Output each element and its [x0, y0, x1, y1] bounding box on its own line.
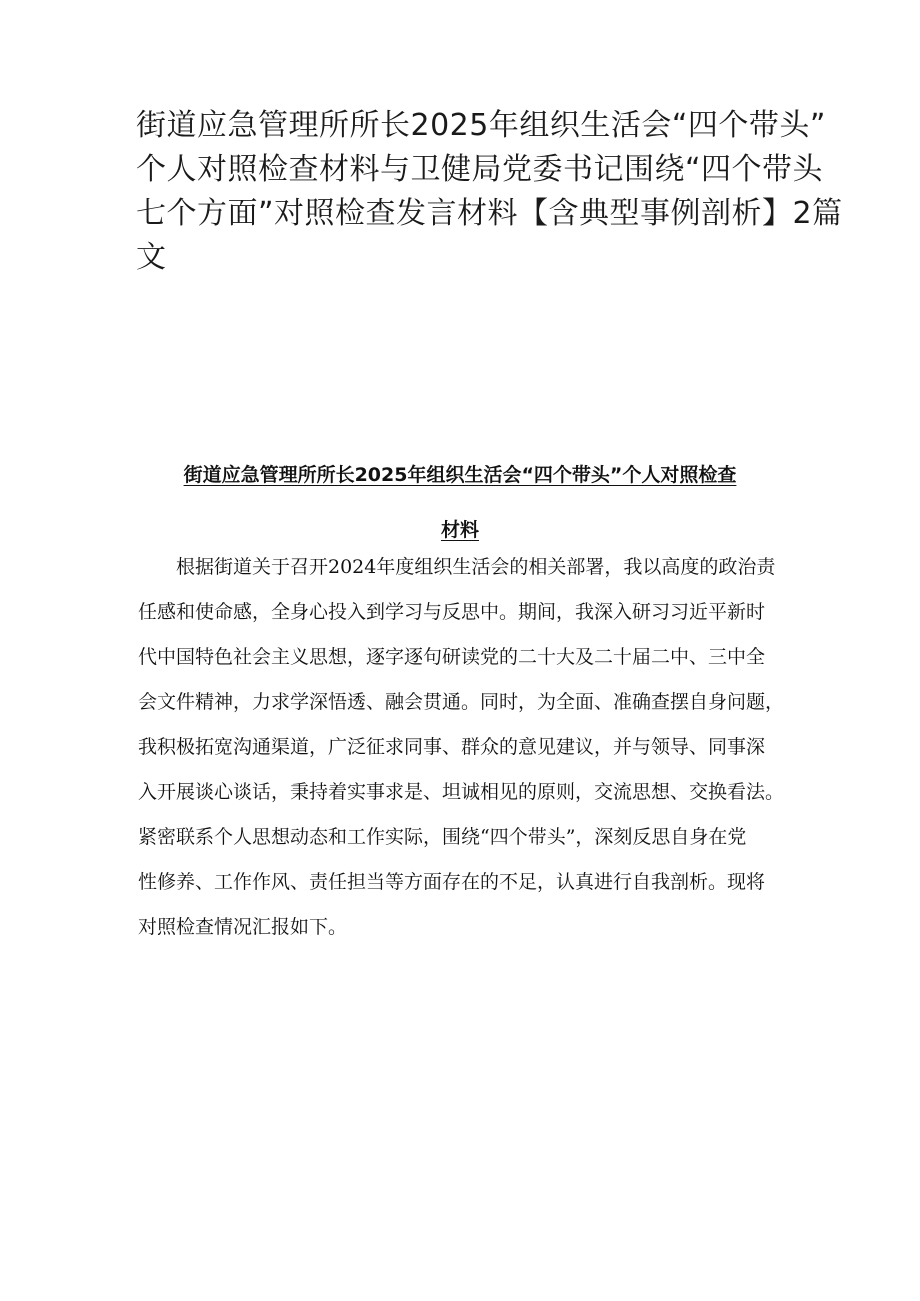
- section-heading: [140, 448, 780, 558]
- heading-line-text: 街道应急管理所所长2025年组织生活会“四个带头”个人对照检查: [183, 464, 737, 486]
- paragraph-line: 会文件精神，力求学深悟透、融会贯通。同时，为全面、准确查摆自身问题，: [138, 691, 785, 713]
- paragraph-line: 根据街道关于召开2024年度组织生活会的相关部署，我以高度的政治责: [138, 556, 776, 578]
- title-line: 文: [136, 240, 167, 275]
- paragraph-line: 我积极拓宽沟通渠道，广泛征求同事、群众的意见建议，并与领导、同事深: [138, 736, 766, 758]
- paragraph-line: 对照检查情况汇报如下。: [138, 916, 348, 938]
- paragraph-line: 代中国特色社会主义思想，逐字逐句研读党的二十大及二十届二中、三中全: [138, 646, 766, 668]
- paragraph-line: 入开展谈心谈话，秉持着实事求是、坦诚相见的原则，交流思想、交换看法。: [138, 781, 785, 803]
- document-title: [136, 104, 843, 280]
- title-line: 七个方面”对照检查发言材料【含典型事例剖析】2篇: [136, 196, 843, 231]
- title-line: 街道应急管理所所长2025年组织生活会“四个带头”: [136, 108, 826, 143]
- heading-line-text: 材料: [440, 519, 479, 541]
- title-line: 个人对照检查材料与卫健局党委书记围绕“四个带头: [136, 152, 824, 187]
- body-paragraph: [138, 545, 798, 950]
- heading-line: [140, 448, 780, 503]
- paragraph-line: 任感和使命感，全身心投入到学习与反思中。期间，我深入研习习近平新时: [138, 601, 766, 623]
- paragraph-line: 紧密联系个人思想动态和工作实际，围绕“四个带头”，深刻反思自身在党: [138, 826, 747, 848]
- paragraph-line: 性修养、工作作风、责任担当等方面存在的不足，认真进行自我剖析。现将: [138, 871, 766, 893]
